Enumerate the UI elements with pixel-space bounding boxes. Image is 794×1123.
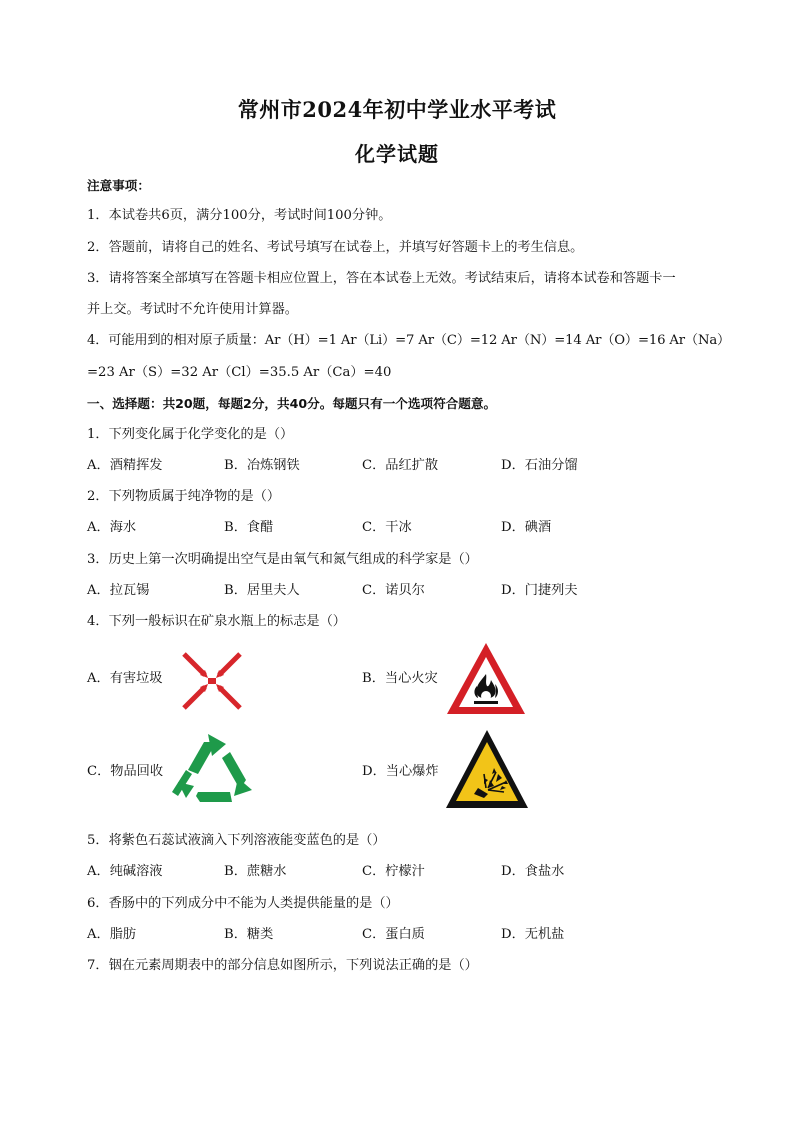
exam-title: 常州市2024年初中学业水平考试 xyxy=(237,97,557,122)
option-a: A．海水 xyxy=(87,520,137,535)
option-a: A．脂肪 xyxy=(87,927,137,942)
notice-item: 2．答题前，请将自己的姓名、考试号填写在试卷上，并填写好答题卡上的考生信息。 xyxy=(87,240,584,255)
option-c: C．柠檬汁 xyxy=(362,864,425,879)
option-b: B．食醋 xyxy=(224,520,274,535)
notice-item: =23 Ar（S）=32 Ar（Cl）=35.5 Ar（Ca）=40 xyxy=(87,365,392,380)
option-c: C．干冰 xyxy=(362,520,412,535)
option-d: D．当心爆炸 xyxy=(362,764,439,779)
question-stem: 3．历史上第一次明确提出空气是由氧气和氮气组成的科学家是（） xyxy=(87,552,478,567)
option-a: A．酒精挥发 xyxy=(87,458,163,473)
option-c: C．蛋白质 xyxy=(362,927,425,942)
section-heading: 一、选择题：共20题，每题2分，共40分。每题只有一个选项符合题意。 xyxy=(87,396,497,411)
notice-item: 3．请将答案全部填写在答题卡相应位置上，答在本试卷上无效。考试结束后，请将本试卷和答题卡一 xyxy=(87,271,676,286)
question-stem: 2．下列物质属于纯净物的是（） xyxy=(87,489,281,504)
option-d: D．无机盐 xyxy=(501,927,565,942)
option-d: D．石油分馏 xyxy=(501,458,578,473)
option-b: B．居里夫人 xyxy=(224,583,300,598)
option-b: B．当心火灾 xyxy=(362,671,438,686)
notice-item: 1．本试卷共6页，满分100分，考试时间100分钟。 xyxy=(87,208,392,223)
notice-item: 4．可能用到的相对原子质量：Ar（H）=1 Ar（Li）=7 Ar（C）=12 Ar（N）=14 Ar（O）=16 Ar（Na） xyxy=(87,333,731,348)
exam-subtitle: 化学试题 xyxy=(355,142,439,166)
notice-heading: 注意事项： xyxy=(87,178,150,193)
option-a: A．有害垃圾 xyxy=(87,671,163,686)
option-c: C．品红扩散 xyxy=(362,458,439,473)
harmful-waste-icon xyxy=(178,648,246,714)
option-d: D．门捷列夫 xyxy=(501,583,578,598)
question-stem: 4．下列一般标识在矿泉水瓶上的标志是（） xyxy=(87,614,346,629)
option-c: C．物品回收 xyxy=(87,764,164,779)
explosion-warning-icon xyxy=(444,728,530,812)
question-stem: 1．下列变化属于化学变化的是（） xyxy=(87,427,294,442)
option-a: A．拉瓦锡 xyxy=(87,583,150,598)
option-b: B．冶炼钢铁 xyxy=(224,458,300,473)
option-d: D．食盐水 xyxy=(501,864,565,879)
question-stem: 6．香肠中的下列成分中不能为人类提供能量的是（） xyxy=(87,896,399,911)
fire-warning-icon xyxy=(444,640,528,718)
recycle-icon xyxy=(168,730,258,810)
question-stem: 5．将紫色石蕊试液滴入下列溶液能变蓝色的是（） xyxy=(87,833,386,848)
option-d: D．碘酒 xyxy=(501,520,552,535)
option-b: B．蔗糖水 xyxy=(224,864,287,879)
option-b: B．糖类 xyxy=(224,927,274,942)
question-stem: 7．铟在元素周期表中的部分信息如图所示，下列说法正确的是（） xyxy=(87,958,478,973)
option-a: A．纯碱溶液 xyxy=(87,864,163,879)
option-c: C．诺贝尔 xyxy=(362,583,425,598)
notice-item: 并上交。考试时不允许使用计算器。 xyxy=(87,302,298,317)
